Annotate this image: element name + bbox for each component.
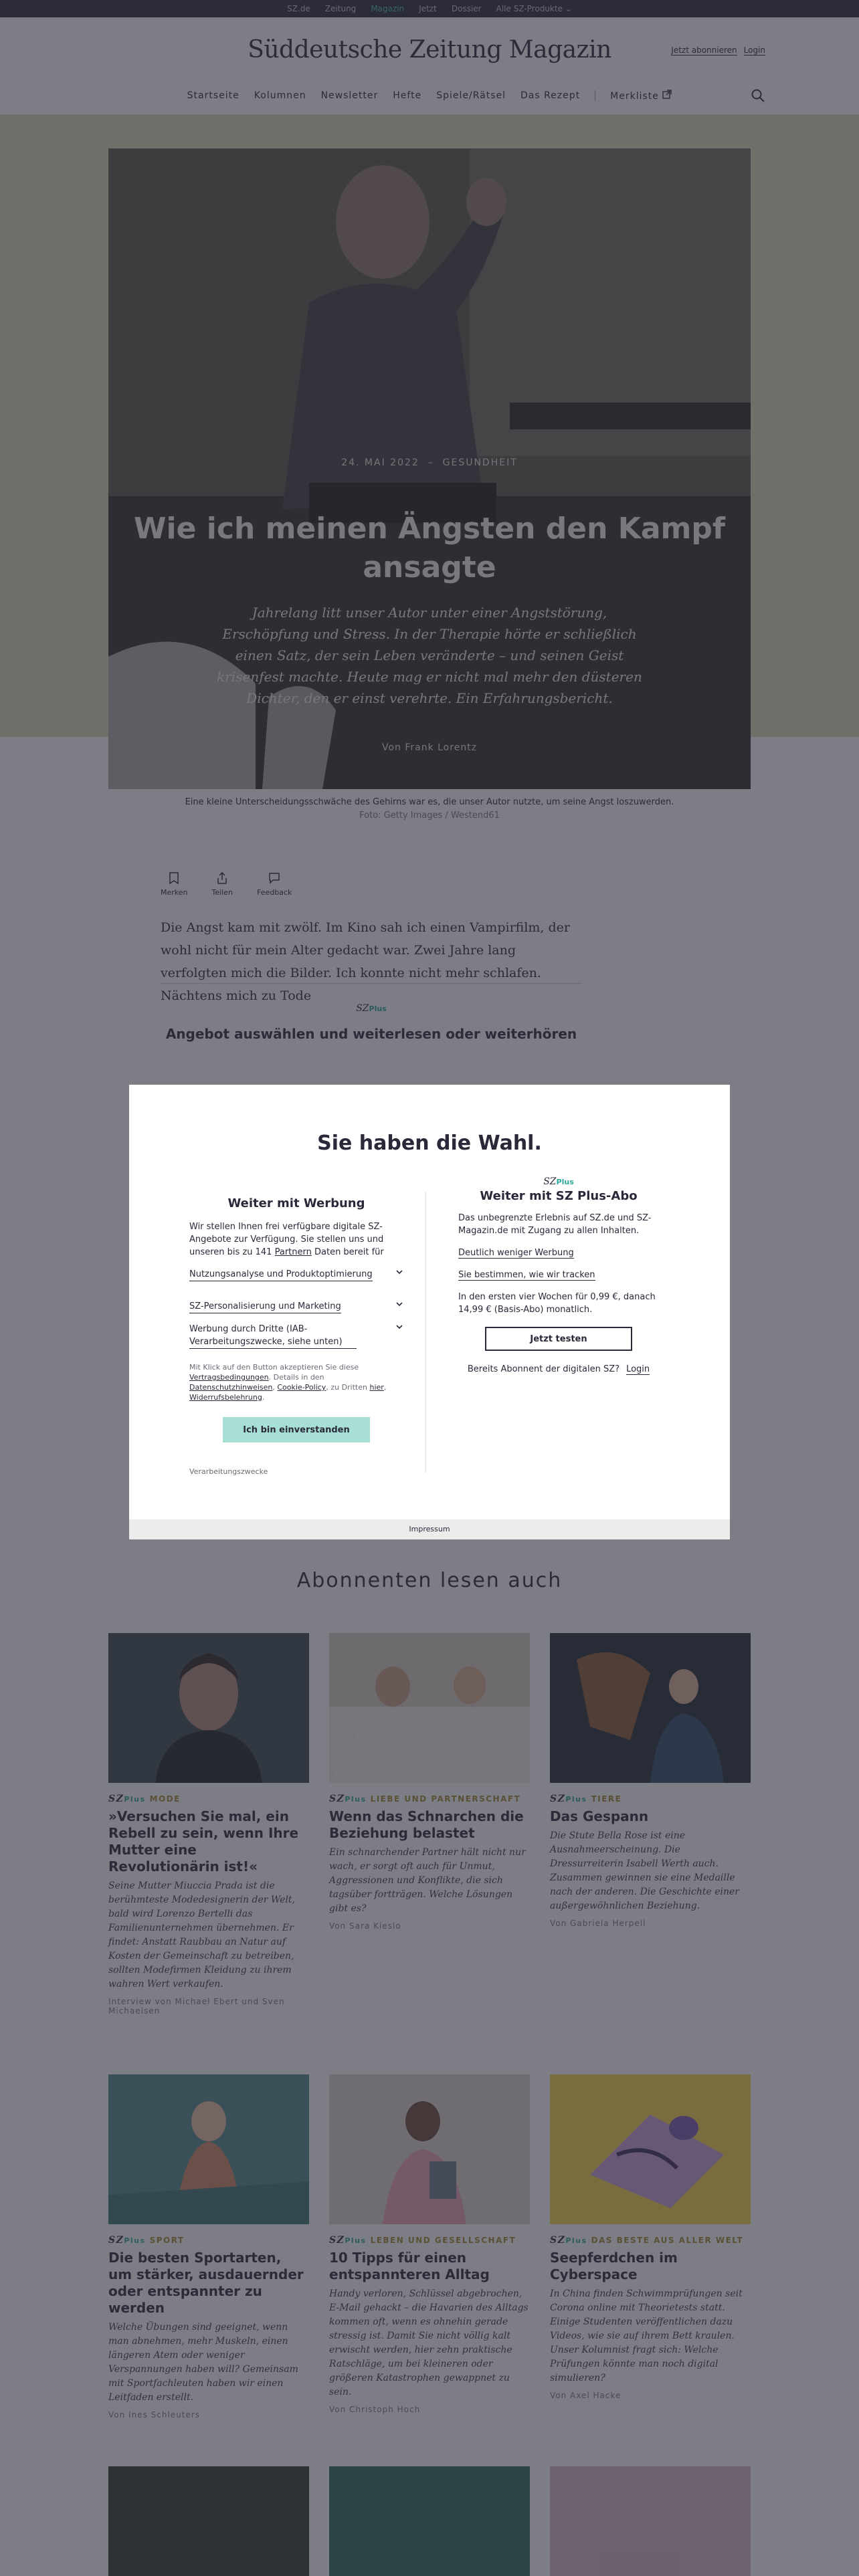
accordion-label: Werbung durch Dritte (IAB-Verarbeitungszwecke, siehe unten) [189, 1323, 357, 1349]
consent-fineprint [189, 1362, 403, 1402]
fineprint-text: , [272, 1383, 278, 1392]
accordion-third-party-ads[interactable] [189, 1323, 403, 1349]
partners-link[interactable]: Partnern [274, 1247, 312, 1257]
consent-subscription-column [458, 1176, 659, 1385]
sz-plus-logo [458, 1176, 659, 1188]
ads-description [189, 1220, 403, 1259]
accordion-label: SZ-Personalisierung und Marketing [189, 1300, 341, 1313]
ads-description-b: Daten bereit für [311, 1247, 384, 1257]
tracking-link[interactable]: Sie bestimmen, wie wir tracken [458, 1270, 595, 1280]
accordion-analytics[interactable] [189, 1268, 403, 1281]
subscription-heading: Weiter mit SZ Plus-Abo [480, 1189, 638, 1203]
withdrawal-link[interactable]: Widerrufsbelehrung [189, 1393, 262, 1402]
fineprint-text: . Details in den [268, 1373, 324, 1382]
terms-link[interactable]: Vertragsbedingungen [189, 1373, 269, 1382]
consent-ads-column [189, 1197, 403, 1478]
accept-button[interactable]: Ich bin einverstanden [223, 1417, 370, 1442]
third-parties-link[interactable]: hier [369, 1383, 384, 1392]
fineprint-text: Mit Klick auf den Button akzeptieren Sie diese [189, 1363, 359, 1372]
processing-purposes-link[interactable]: Verarbeitungszwecke [189, 1467, 268, 1476]
ads-description-a: Wir stellen Ihnen frei verfügbare digitale SZ-Angebote zur Verfügung. Sie stellen uns und unseren bis zu 141 [189, 1222, 384, 1257]
consent-dialog [129, 1085, 730, 1539]
chevron-down-icon [395, 1268, 403, 1276]
fineprint-text: , zu Dritten [326, 1383, 370, 1392]
sz-plus-suffix: Plus [556, 1178, 574, 1186]
subscription-price: In den ersten vier Wochen für 0,99 €, danach 14,99 € (Basis-Abo) monatlich. [458, 1292, 656, 1315]
already-subscriber [458, 1363, 659, 1376]
sz-plus-brand: SZ [543, 1176, 557, 1187]
chevron-down-icon [395, 1300, 403, 1308]
less-ads-link[interactable]: Deutlich weniger Werbung [458, 1248, 574, 1258]
column-divider [425, 1192, 426, 1473]
subscriber-login-link[interactable]: Login [626, 1364, 650, 1374]
privacy-link[interactable]: Datenschutzhinweisen [189, 1383, 273, 1392]
ads-heading: Weiter mit Werbung [227, 1196, 365, 1210]
fineprint-text: . [262, 1393, 265, 1402]
already-subscriber-text: Bereits Abonnent der digitalen SZ? [467, 1364, 620, 1374]
consent-title: Sie haben die Wahl. [317, 1132, 542, 1155]
imprint-link[interactable]: Impressum [129, 1519, 730, 1539]
subscription-description: Das unbegrenzte Erlebnis auf SZ.de und SZ-Magazin.de mit Zugang zu allen Inhalten. [458, 1213, 652, 1236]
fineprint-text: , [383, 1383, 387, 1392]
accordion-personalisation[interactable] [189, 1300, 403, 1313]
chevron-down-icon [395, 1323, 403, 1331]
try-subscription-button[interactable]: Jetzt testen [485, 1327, 632, 1351]
cookie-policy-link[interactable]: Cookie-Policy [277, 1383, 326, 1392]
accordion-label: Nutzungsanalyse und Produktoptimierung [189, 1268, 373, 1281]
